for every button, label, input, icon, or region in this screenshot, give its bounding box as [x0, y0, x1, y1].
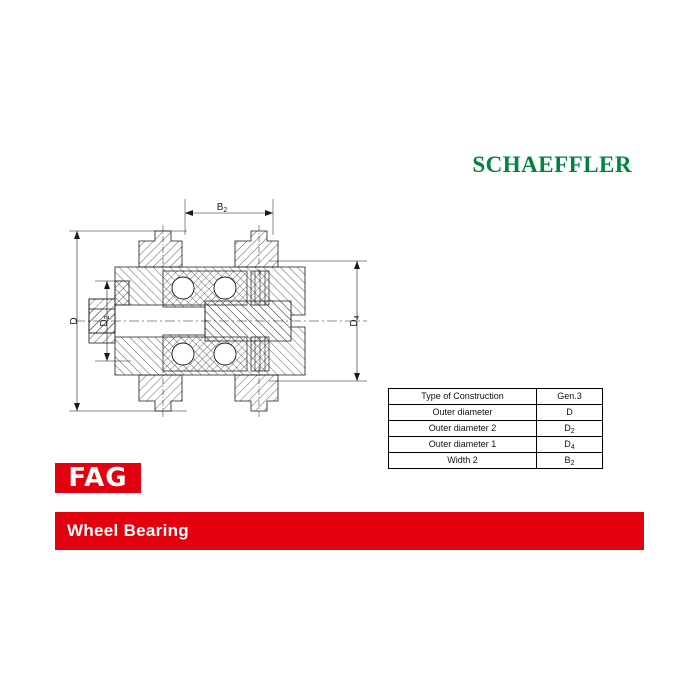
spec-label-outer-diameter-1: Outer diameter 1 — [389, 437, 537, 453]
spec-label-type-of-construction: Type of Construction — [389, 389, 537, 405]
table-row — [389, 453, 603, 469]
table-row — [389, 421, 603, 437]
specification-table-body — [389, 389, 603, 469]
spec-value-base: B — [564, 454, 571, 465]
spec-value-sub: 2 — [570, 427, 575, 435]
table-row — [389, 405, 603, 421]
dimension-label-d: D — [69, 317, 80, 325]
spec-value-outer-diameter-2 — [537, 421, 603, 437]
dimension-label-b2: $B_2$ — [216, 202, 228, 214]
specification-table — [388, 388, 603, 469]
spec-label-outer-diameter: Outer diameter — [389, 405, 537, 421]
spec-value-sub: 4 — [570, 443, 575, 451]
spec-value-base: D — [564, 438, 571, 449]
technical-drawing — [55, 195, 385, 470]
spec-value-base: D — [566, 406, 573, 417]
spec-value-width-2 — [537, 453, 603, 469]
fag-logo: FAG — [55, 463, 141, 493]
spec-value-sub: 2 — [570, 459, 575, 467]
spec-value-base: D — [564, 422, 571, 433]
spec-value-outer-diameter-1 — [537, 437, 603, 453]
dimension-label-d4: $D_4$ — [349, 315, 361, 327]
product-title-bar — [55, 512, 644, 550]
spec-label-outer-diameter-2: Outer diameter 2 — [389, 421, 537, 437]
dimension-label-d2: $D_2$ — [99, 315, 111, 327]
spec-value-outer-diameter — [537, 405, 603, 421]
table-row — [389, 389, 603, 405]
schaeffler-logo: SCHAEFFLER — [472, 152, 632, 177]
spec-value-type-of-construction: Gen.3 — [537, 389, 603, 405]
spec-label-width-2: Width 2 — [389, 453, 537, 469]
wheel-bearing-cross-section — [55, 195, 385, 470]
table-row — [389, 437, 603, 453]
page-title: Wheel Bearing — [67, 521, 189, 540]
